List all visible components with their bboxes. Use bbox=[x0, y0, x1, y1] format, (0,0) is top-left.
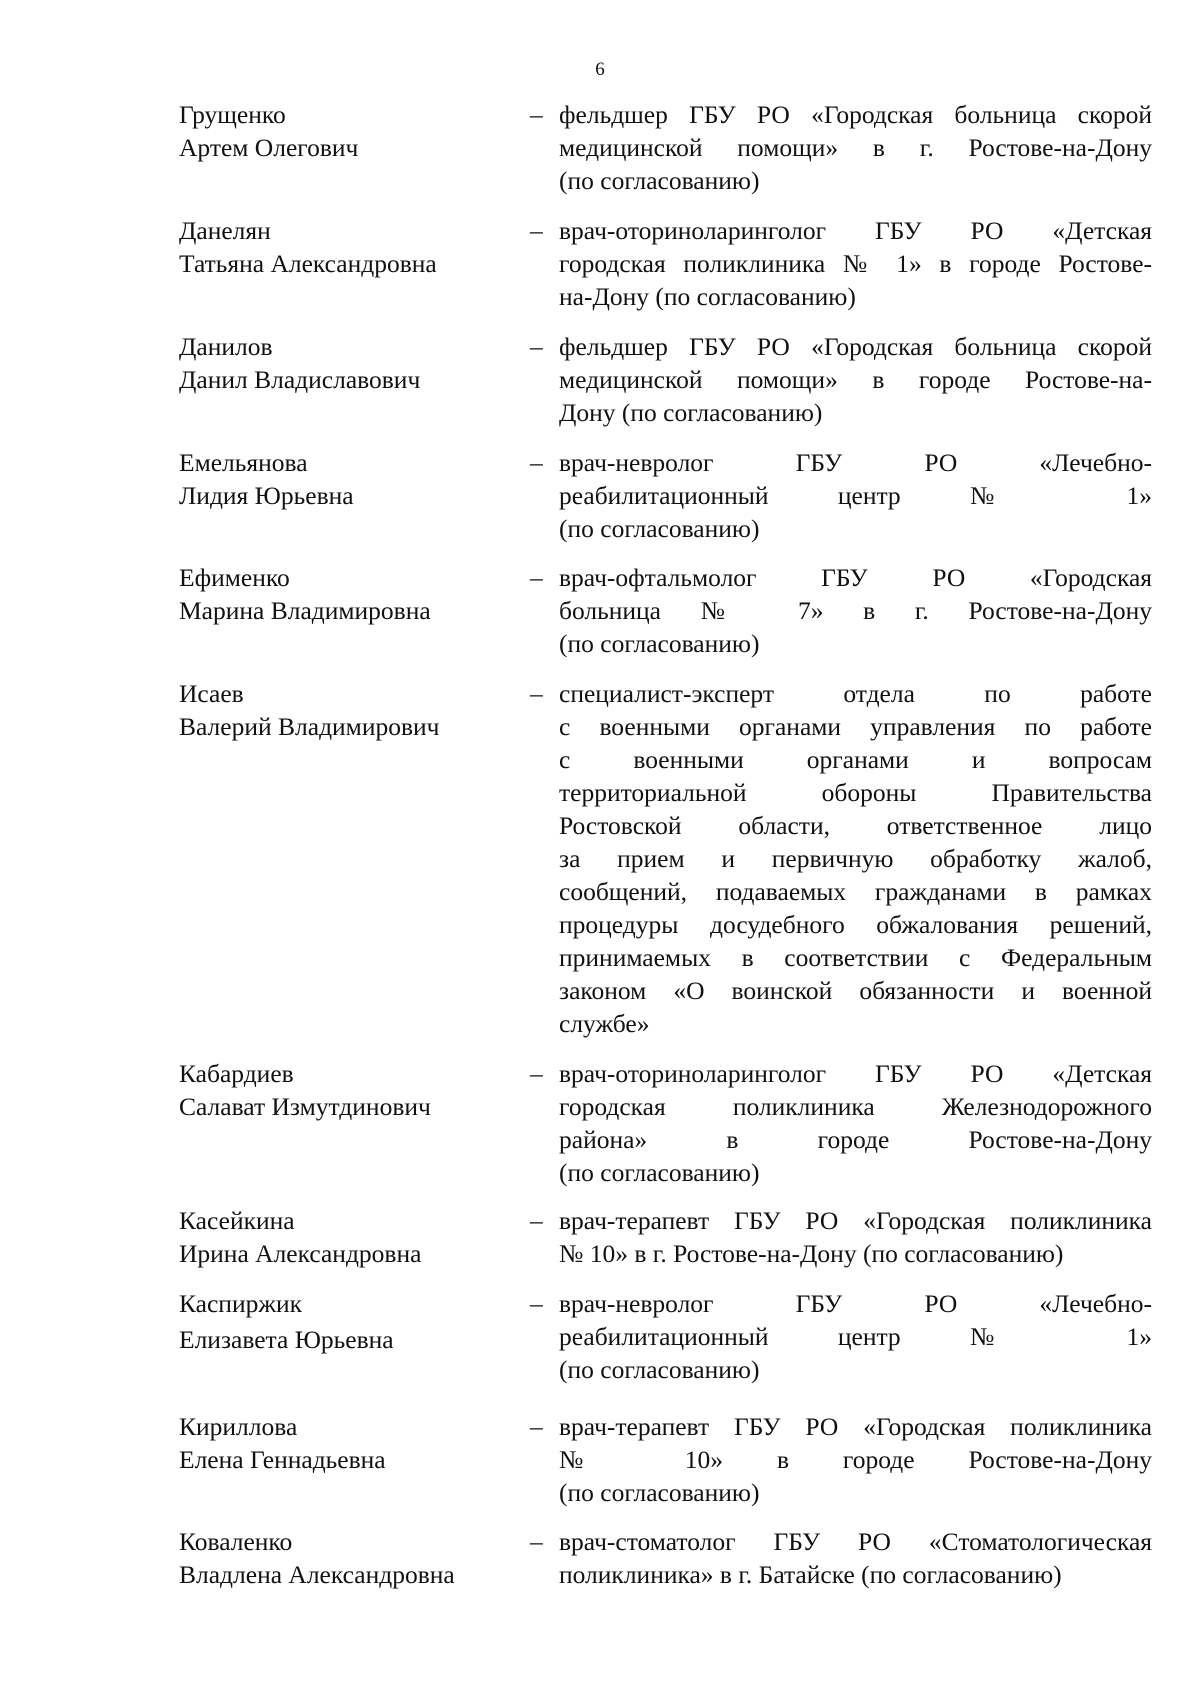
member-given-names: Салават Измутдинович bbox=[179, 1092, 431, 1121]
position-line: № 10» в городе Ростове-на-Дону bbox=[559, 1445, 1152, 1474]
dash-separator: – bbox=[530, 448, 543, 477]
position-line: врач-стоматолог ГБУ РО «Стоматологическая bbox=[559, 1527, 1152, 1556]
dash-separator: – bbox=[530, 100, 543, 129]
position-line: реабилитационный центр № 1» bbox=[559, 481, 1152, 510]
member-given-names: Ирина Александровна bbox=[179, 1239, 422, 1268]
member-surname: Данилов bbox=[179, 332, 273, 361]
position-line: принимаемых в соответствии с Федеральным bbox=[559, 943, 1152, 972]
position-line: законом «О воинской обязанности и военной bbox=[559, 976, 1152, 1005]
member-surname: Данелян bbox=[179, 216, 271, 245]
position-line: района» в городе Ростове-на-Дону bbox=[559, 1125, 1152, 1154]
position-line: больница № 7» в г. Ростове-на-Дону bbox=[559, 596, 1152, 625]
position-line: № 10» в г. Ростове-на-Дону (по согласованию) bbox=[559, 1239, 1064, 1268]
member-name bbox=[179, 330, 519, 396]
position-line: (по согласованию) bbox=[559, 514, 760, 543]
member-given-names: Елизавета Юрьевна bbox=[179, 1325, 394, 1354]
member-surname: Емельянова bbox=[179, 448, 308, 477]
position-line: врач-невролог ГБУ РО «Лечебно- bbox=[559, 1289, 1152, 1318]
member-name bbox=[179, 98, 519, 164]
position-line: (по согласованию) bbox=[559, 629, 760, 658]
member-surname: Коваленко bbox=[179, 1527, 293, 1556]
dash-separator: – bbox=[530, 1206, 543, 1235]
position-line: фельдшер ГБУ РО «Городская больница скорой bbox=[559, 100, 1152, 129]
position-line: врач-оториноларинголог ГБУ РО «Детская bbox=[559, 1059, 1152, 1088]
member-position bbox=[559, 1287, 1152, 1386]
position-line: Дону (по согласованию) bbox=[559, 398, 823, 427]
member-given-names: Артем Олегович bbox=[179, 133, 359, 162]
dash-separator: – bbox=[530, 1059, 543, 1088]
position-line: с военными органами управления по работе bbox=[559, 712, 1152, 741]
position-line: медицинской помощи» в г. Ростове-на-Дону bbox=[559, 133, 1152, 162]
position-line: территориальной обороны Правительства bbox=[559, 778, 1152, 807]
member-surname: Каспиржик bbox=[179, 1289, 303, 1318]
member-position bbox=[559, 214, 1152, 313]
member-surname: Касейкина bbox=[179, 1206, 295, 1235]
member-position bbox=[559, 1525, 1152, 1591]
position-line: фельдшер ГБУ РО «Городская больница скорой bbox=[559, 332, 1152, 361]
position-line: (по согласованию) bbox=[559, 1355, 760, 1384]
member-surname: Грущенко bbox=[179, 100, 286, 129]
member-name bbox=[179, 214, 519, 280]
position-line: с военными органами и вопросам bbox=[559, 745, 1152, 774]
position-line: за прием и первичную обработку жалоб, bbox=[559, 844, 1152, 873]
position-line: (по согласованию) bbox=[559, 1478, 760, 1507]
dash-separator: – bbox=[530, 332, 543, 361]
member-position bbox=[559, 98, 1152, 197]
member-name bbox=[179, 1410, 519, 1476]
position-line: (по согласованию) bbox=[559, 1158, 760, 1187]
position-line: поликлиника» в г. Батайске (по согласованию) bbox=[559, 1560, 1062, 1589]
dash-separator: – bbox=[530, 563, 543, 592]
member-surname: Исаев bbox=[179, 679, 244, 708]
position-line: Ростовской области, ответственное лицо bbox=[559, 811, 1152, 840]
position-line: сообщений, подаваемых гражданами в рамках bbox=[559, 877, 1152, 906]
member-surname: Кириллова bbox=[179, 1412, 298, 1441]
page-number: 6 bbox=[595, 59, 605, 80]
position-line: врач-невролог ГБУ РО «Лечебно- bbox=[559, 448, 1152, 477]
position-line: медицинской помощи» в городе Ростове-на- bbox=[559, 365, 1152, 394]
member-surname: Ефименко bbox=[179, 563, 290, 592]
member-position bbox=[559, 1204, 1152, 1270]
member-position bbox=[559, 330, 1152, 429]
position-line: службе» bbox=[559, 1009, 650, 1038]
position-line: городская поликлиника № 1» в городе Ростове- bbox=[559, 249, 1152, 278]
member-name bbox=[179, 1204, 519, 1270]
member-surname: Кабардиев bbox=[179, 1059, 294, 1088]
position-line: врач-терапевт ГБУ РО «Городская поликлиника bbox=[559, 1412, 1152, 1441]
position-line: на-Дону (по согласованию) bbox=[559, 282, 856, 311]
member-position bbox=[559, 1057, 1152, 1189]
position-line: городская поликлиника Железнодорожного bbox=[559, 1092, 1152, 1121]
member-position bbox=[559, 1410, 1152, 1509]
member-position bbox=[559, 561, 1152, 660]
position-line: врач-оториноларинголог ГБУ РО «Детская bbox=[559, 216, 1152, 245]
dash-separator: – bbox=[530, 1527, 543, 1556]
position-line: врач-офтальмолог ГБУ РО «Городская bbox=[559, 563, 1152, 592]
member-given-names: Елена Геннадьевна bbox=[179, 1445, 386, 1474]
position-line: реабилитационный центр № 1» bbox=[559, 1322, 1152, 1351]
member-given-names: Татьяна Александровна bbox=[179, 249, 437, 278]
member-given-names: Владлена Александровна bbox=[179, 1560, 455, 1589]
member-position bbox=[559, 677, 1152, 1040]
position-line: врач-терапевт ГБУ РО «Городская поликлиника bbox=[559, 1206, 1152, 1235]
member-position bbox=[559, 446, 1152, 545]
member-name bbox=[179, 561, 519, 627]
position-line: процедуры досудебного обжалования решений, bbox=[559, 910, 1152, 939]
position-line: специалист-эксперт отдела по работе bbox=[559, 679, 1152, 708]
dash-separator: – bbox=[530, 216, 543, 245]
member-given-names: Марина Владимировна bbox=[179, 596, 431, 625]
dash-separator: – bbox=[530, 1412, 543, 1441]
dash-separator: – bbox=[530, 1289, 543, 1318]
member-name bbox=[179, 1525, 519, 1591]
dash-separator: – bbox=[530, 679, 543, 708]
member-name bbox=[179, 446, 519, 512]
member-given-names: Данил Владиславович bbox=[179, 365, 421, 394]
member-name bbox=[179, 1057, 519, 1123]
member-given-names: Лидия Юрьевна bbox=[179, 481, 354, 510]
member-name bbox=[179, 677, 519, 743]
member-name bbox=[179, 1287, 519, 1356]
member-given-names: Валерий Владимирович bbox=[179, 712, 440, 741]
position-line: (по согласованию) bbox=[559, 166, 760, 195]
